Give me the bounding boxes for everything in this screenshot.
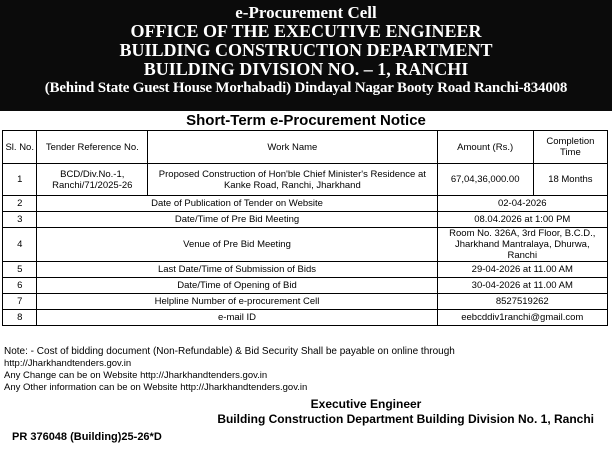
division-name: BUILDING DIVISION NO. – 1, RANCHI xyxy=(143,59,469,79)
table-row xyxy=(3,278,608,294)
detail-sl: 5 xyxy=(3,262,37,278)
cell-name: e-Procurement Cell xyxy=(235,3,377,22)
signatory-title: Executive Engineer xyxy=(310,397,422,411)
pr-number: PR 376048 (Building)25-26*D xyxy=(12,431,162,443)
department-name: BUILDING CONSTRUCTION DEPARTMENT xyxy=(119,40,493,60)
table-row xyxy=(3,262,608,278)
note-website-link: http://Jharkhandtenders.gov.in xyxy=(4,358,132,369)
row1-work-name: Proposed Construction of Hon'ble Chief Minister's Residence at Kanke Road, Ranchi, Jharkhand xyxy=(148,164,437,196)
detail-label: Date/Time of Pre Bid Meeting xyxy=(37,212,437,228)
detail-sl: 7 xyxy=(3,294,37,310)
row1-amount: 67,04,36,000.00 xyxy=(437,164,533,196)
header-amount: Amount (Rs.) xyxy=(437,131,533,164)
note-other-info: Any Other information can be on Website http://Jharkhandtenders.gov.in xyxy=(4,382,308,393)
header-completion-time: Completion Time xyxy=(533,131,607,164)
detail-label: Date of Publication of Tender on Website xyxy=(37,196,437,212)
table-row xyxy=(3,164,608,196)
detail-value: eebcddiv1ranchi@gmail.com xyxy=(437,310,607,326)
header-sl-no: Sl. No. xyxy=(3,131,37,164)
notice-header xyxy=(0,0,612,111)
detail-value: Room No. 326A, 3rd Floor, B.C.D., Jharkhand Mantralaya, Dhurwa, Ranchi xyxy=(437,228,607,262)
detail-value: 8527519262 xyxy=(437,294,607,310)
row1-tender-ref: BCD/Div.No.-1, Ranchi/71/2025-26 xyxy=(37,164,148,196)
table-row xyxy=(3,196,608,212)
table-header-row xyxy=(3,131,608,164)
row1-completion: 18 Months xyxy=(533,164,607,196)
detail-label: Last Date/Time of Submission of Bids xyxy=(37,262,437,278)
table-row xyxy=(3,310,608,326)
detail-sl: 2 xyxy=(3,196,37,212)
table-row xyxy=(3,294,608,310)
detail-sl: 8 xyxy=(3,310,37,326)
detail-sl: 6 xyxy=(3,278,37,294)
detail-label: Helpline Number of e-procurement Cell xyxy=(37,294,437,310)
signatory-office: Building Construction Department Building Division No. 1, Ranchi xyxy=(217,412,594,426)
detail-label: Venue of Pre Bid Meeting xyxy=(37,228,437,262)
detail-value: 08.04.2026 at 1:00 PM xyxy=(437,212,607,228)
note-change-info: Any Change can be on Website http://Jharkhandtenders.gov.in xyxy=(4,370,268,381)
note-bidding-cost: Note: - Cost of bidding document (Non-Refundable) & Bid Security Shall be payable on online through xyxy=(4,346,455,357)
notice-title: Short-Term e-Procurement Notice xyxy=(186,112,426,129)
detail-label: Date/Time of Opening of Bid xyxy=(37,278,437,294)
detail-value: 02-04-2026 xyxy=(437,196,607,212)
row1-sl: 1 xyxy=(3,164,37,196)
tender-table xyxy=(2,130,608,326)
notes-section xyxy=(4,346,610,394)
detail-value: 30-04-2026 at 11.00 AM xyxy=(437,278,607,294)
office-address: (Behind State Guest House Morhabadi) Dindayal Nagar Booty Road Ranchi-834008 xyxy=(44,80,568,96)
header-tender-ref: Tender Reference No. xyxy=(37,131,148,164)
detail-value: 29-04-2026 at 11.00 AM xyxy=(437,262,607,278)
detail-sl: 4 xyxy=(3,228,37,262)
detail-label: e-mail ID xyxy=(37,310,437,326)
header-work-name: Work Name xyxy=(148,131,437,164)
office-name: OFFICE OF THE EXECUTIVE ENGINEER xyxy=(130,21,482,41)
table-row xyxy=(3,228,608,262)
table-row xyxy=(3,212,608,228)
detail-sl: 3 xyxy=(3,212,37,228)
signature-block xyxy=(0,397,612,427)
